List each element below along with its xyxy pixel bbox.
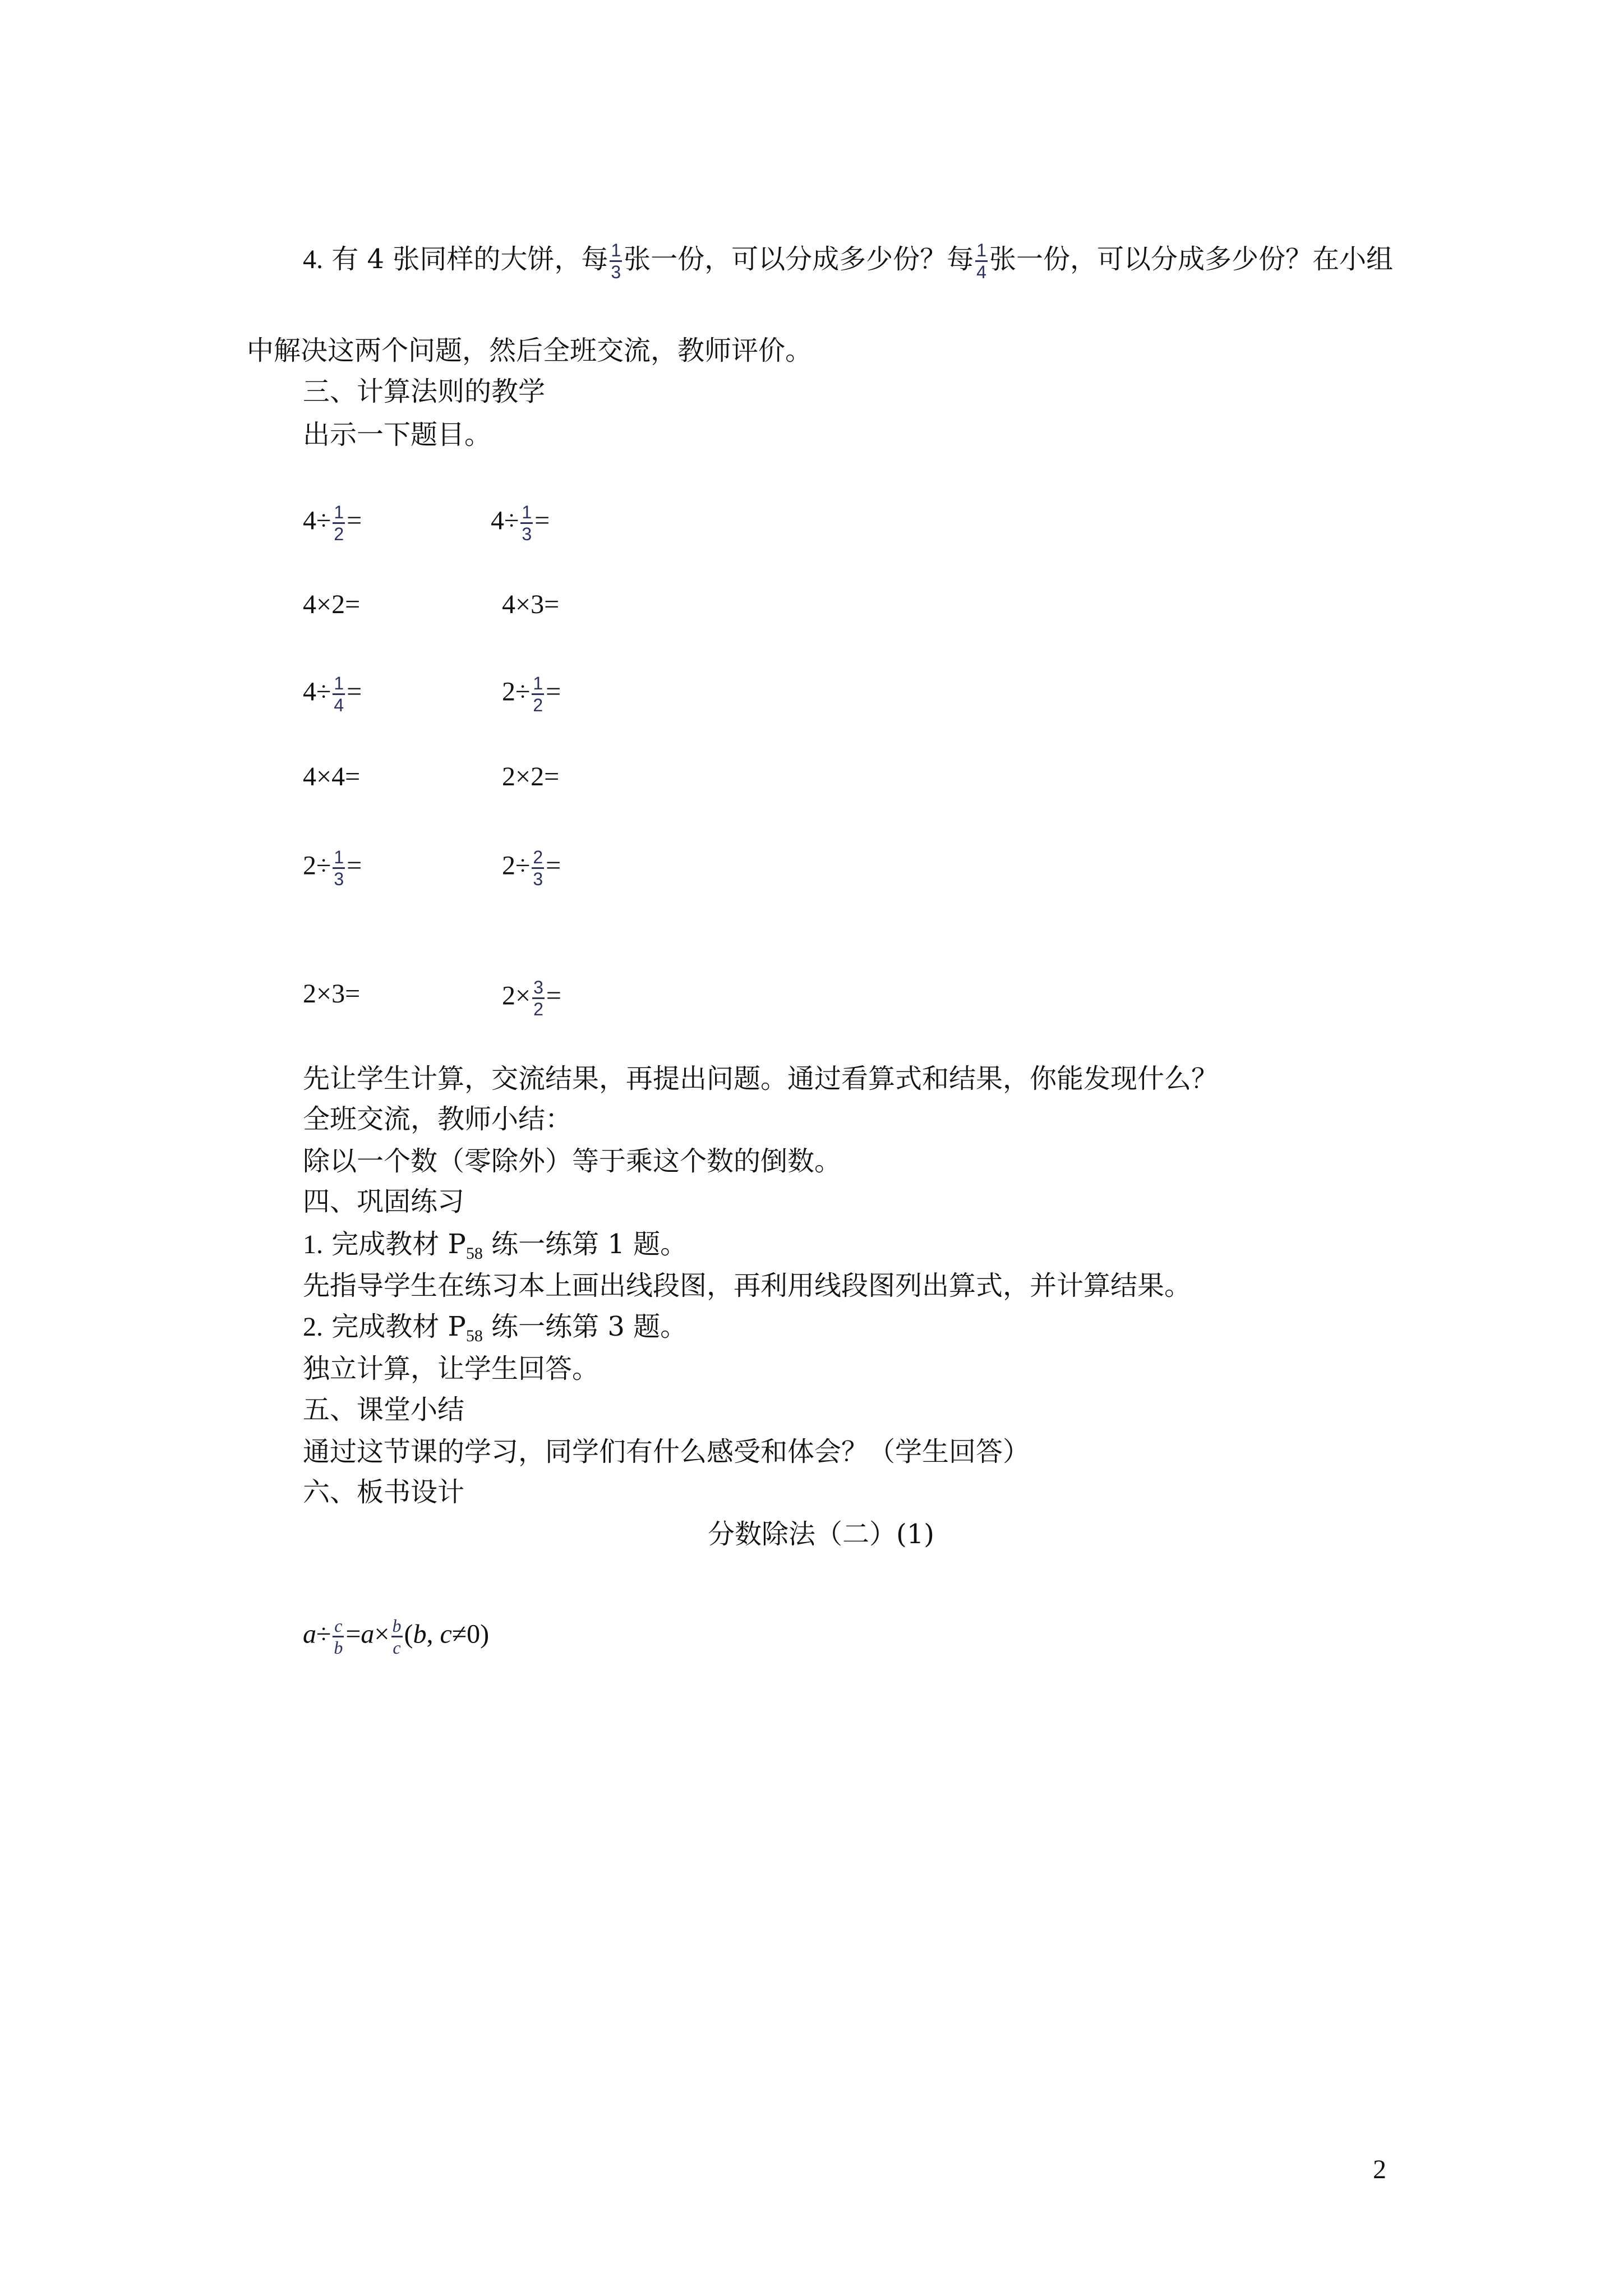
section-3-intro: 出示一下题目。	[303, 419, 492, 450]
fraction-one-third: $\frac{1}{3}$	[611, 240, 621, 282]
paragraph-4-line-1	[303, 240, 1393, 282]
exercise-3b: 2÷ $\frac{1}{2}$ =	[502, 673, 561, 715]
item-number: 4.	[303, 245, 323, 274]
fraction-one-quarter: $\frac{1}{4}$	[976, 240, 986, 282]
exercise-5b: 2÷ $\frac{2}{3}$ =	[502, 847, 561, 889]
exercise-2a: 4×2=	[303, 590, 361, 619]
section-3-title: 三、计算法则的教学	[303, 376, 546, 407]
fraction: $\frac{1}{3}$	[522, 502, 532, 544]
fraction: $\frac{1}{2}$	[334, 502, 344, 544]
section-4-title: 四、巩固练习	[303, 1186, 465, 1217]
fraction-c-over-b: $\frac{c}{b}$	[334, 1616, 343, 1658]
exercise-2b: 4×3=	[502, 590, 560, 619]
exercise-4b: 2×2=	[502, 762, 560, 792]
board-title: 分数除法（二）(1)	[708, 1519, 934, 1550]
fraction: $\frac{1}{3}$	[334, 847, 344, 889]
practice-item-2: 2. 完成教材 $P_{58}$ 练一练第 3 题。	[303, 1311, 688, 1345]
rule-statement: 除以一个数（零除外）等于乘这个数的倒数。	[303, 1145, 842, 1177]
exercise-4a: 4×4=	[303, 762, 361, 792]
text: 张一份，可以分成多少份？在小组	[989, 243, 1393, 275]
exercise-3a: 4÷ $\frac{1}{4}$ =	[303, 673, 362, 715]
exercise-1b: 4÷ $\frac{1}{3}$ =	[491, 502, 550, 544]
division-rule-formula: a÷ $\frac{c}{b}$ =a× $\frac{b}{c}$ (b, c≠0)	[303, 1616, 490, 1658]
section-6-title: 六、板书设计	[303, 1476, 465, 1508]
fraction: $\frac{1}{4}$	[334, 673, 344, 715]
text: 张一份，可以分成多少份？每	[624, 243, 974, 275]
practice-item-1: 1. 完成教材 $P_{58}$ 练一练第 1 题。	[303, 1228, 688, 1263]
exercise-6b: 2× $\frac{3}{2}$ =	[502, 977, 561, 1019]
fraction: $\frac{2}{3}$	[533, 847, 543, 889]
exercise-6a: 2×3=	[303, 979, 361, 1009]
practice-item-1-desc: 先指导学生在练习本上画出线段图，再利用线段图列出算式，并计算结果。	[303, 1270, 1192, 1301]
summary-intro: 全班交流，教师小结：	[303, 1103, 573, 1135]
discussion-prompt: 先让学生计算，交流结果，再提出问题。通过看算式和结果，你能发现什么？	[303, 1063, 1219, 1094]
fraction: $\frac{3}{2}$	[533, 977, 543, 1019]
paragraph-4-line-2: 中解决这两个问题，然后全班交流，教师评价。	[247, 335, 813, 366]
section-5-text: 通过这节课的学习，同学们有什么感受和体会？（学生回答）	[303, 1436, 1030, 1467]
fraction-b-over-c: $\frac{b}{c}$	[392, 1616, 402, 1658]
exercise-5a: 2÷ $\frac{1}{3}$ =	[303, 847, 362, 889]
page-number: 2	[1373, 2155, 1386, 2184]
exercise-1a: 4÷ $\frac{1}{2}$ =	[303, 502, 362, 544]
text: 有 4 张同样的大饼，每	[323, 243, 608, 275]
practice-item-2-desc: 独立计算，让学生回答。	[303, 1353, 600, 1384]
section-5-title: 五、课堂小结	[303, 1394, 465, 1425]
fraction: $\frac{1}{2}$	[533, 673, 543, 715]
